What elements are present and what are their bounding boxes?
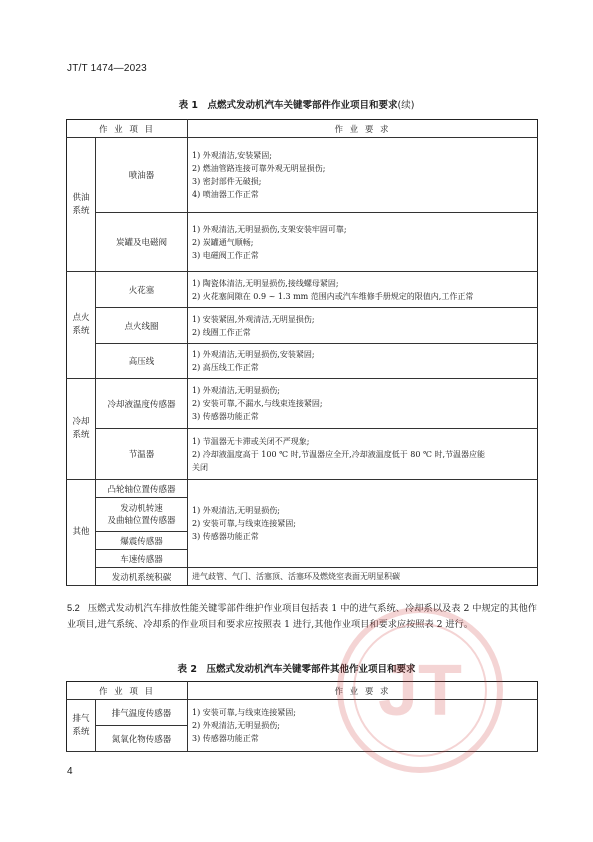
group-ignition-system: 点火 系统	[67, 272, 96, 379]
table2-header-item: 作 业 项 目	[67, 682, 188, 700]
table1-title-suffix: (续)	[397, 100, 415, 111]
table2-header-req: 作 业 要 求	[188, 682, 538, 700]
req-canister-valve: 1) 外观清洁,无明显损伤,支架安装牢固可靠; 2) 炭罐通气顺畅; 3) 电磁阀工作正常	[188, 213, 538, 272]
item-vehicle-speed-sensor: 车速传感器	[96, 550, 188, 568]
req-thermostat: 1) 节温器无卡滞或关闭不严现象; 2) 冷却液温度高于 100 ℃ 时,节温器应全开,冷却液温度低于 80 ℃ 时,节温器应能 关闭	[188, 429, 538, 480]
req-spark-plug: 1) 陶瓷体清洁,无明显损伤,接线螺母紧固; 2) 火花塞间隙在 0.9 ~ 1.3 mm 范围内或汽车维修手册规定的限值内,工作正常	[188, 272, 538, 308]
group-exhaust-system: 排气 系统	[67, 700, 96, 752]
page-number: 4	[67, 766, 73, 777]
table1	[66, 119, 538, 586]
group-cooling-system: 冷却 系统	[67, 379, 96, 480]
req-high-voltage-wire: 1) 外观清洁,无明显损伤,安装紧固; 2) 高压线工作正常	[188, 344, 538, 379]
item-coolant-temp-sensor: 冷却液温度传感器	[96, 379, 188, 429]
req-carbon-deposit: 进气歧管、气门、活塞顶、活塞环及燃烧室表面无明显积碳	[188, 568, 538, 586]
section-5-2-paragraph	[67, 600, 537, 633]
section-number: 5.2	[67, 603, 80, 613]
req-sensors-other: 1) 外观清洁,无明显损伤; 2) 安装可靠,与线束连接紧固; 3) 传感器功能正常	[188, 480, 538, 568]
req-ignition-coil: 1) 安装紧固,外观清洁,无明显损伤; 2) 线圈工作正常	[188, 308, 538, 344]
item-camshaft-sensor: 凸轮轴位置传感器	[96, 480, 188, 498]
table1-header-req: 作 业 要 求	[188, 120, 538, 138]
group-fuel-system: 供油 系统	[67, 138, 96, 272]
table1-title: 表 1 点燃式发动机汽车关键零部件作业项目和要求	[178, 100, 398, 111]
watermark-letters: JT	[377, 651, 463, 731]
req-exhaust-sensors: 1) 安装可靠,与线束连接紧固; 2) 外观清洁,无明显损伤; 3) 传感器功能正常	[188, 700, 538, 752]
item-knock-sensor: 爆震传感器	[96, 532, 188, 550]
item-nox-sensor: 氮氧化物传感器	[96, 726, 188, 752]
item-thermostat: 节温器	[96, 429, 188, 480]
standard-code: JT/T 1474—2023	[67, 63, 147, 74]
item-carbon-deposit: 发动机系统积碳	[96, 568, 188, 586]
item-exhaust-temp-sensor: 排气温度传感器	[96, 700, 188, 726]
table1-header-item: 作 业 项 目	[67, 120, 188, 138]
group-other: 其他	[67, 480, 96, 586]
item-high-voltage-wire: 高压线	[96, 344, 188, 379]
req-injector: 1) 外观清洁,安装紧固; 2) 燃油管路连接可靠外观无明显损伤; 3) 密封部件无破损; 4) 喷油器工作正常	[188, 138, 538, 213]
req-coolant-temp-sensor: 1) 外观清洁,无明显损伤; 2) 安装可靠,不漏水,与线束连接紧固; 3) 传感器功能正常	[188, 379, 538, 429]
table2	[66, 681, 538, 752]
item-spark-plug: 火花塞	[96, 272, 188, 308]
item-injector: 喷油器	[96, 138, 188, 213]
table1-caption	[0, 97, 593, 111]
item-canister-valve: 炭罐及电磁阀	[96, 213, 188, 272]
table2-caption: 表 2 压燃式发动机汽车关键零部件其他作业项目和要求	[177, 664, 416, 675]
item-ignition-coil: 点火线圈	[96, 308, 188, 344]
section-text: 压燃式发动机汽车排放性能关键零部件维护作业项目包括表 1 中的进气系统、冷却系以及表 2 中规定的其他作业项目,进气系统、冷却系的作业项目和要求应按照表 1 进行,其他作业项目和要求应按照表 2 进行。	[67, 603, 537, 630]
item-engine-speed-crankshaft-sensor: 发动机转速 及曲轴位置传感器	[96, 498, 188, 532]
